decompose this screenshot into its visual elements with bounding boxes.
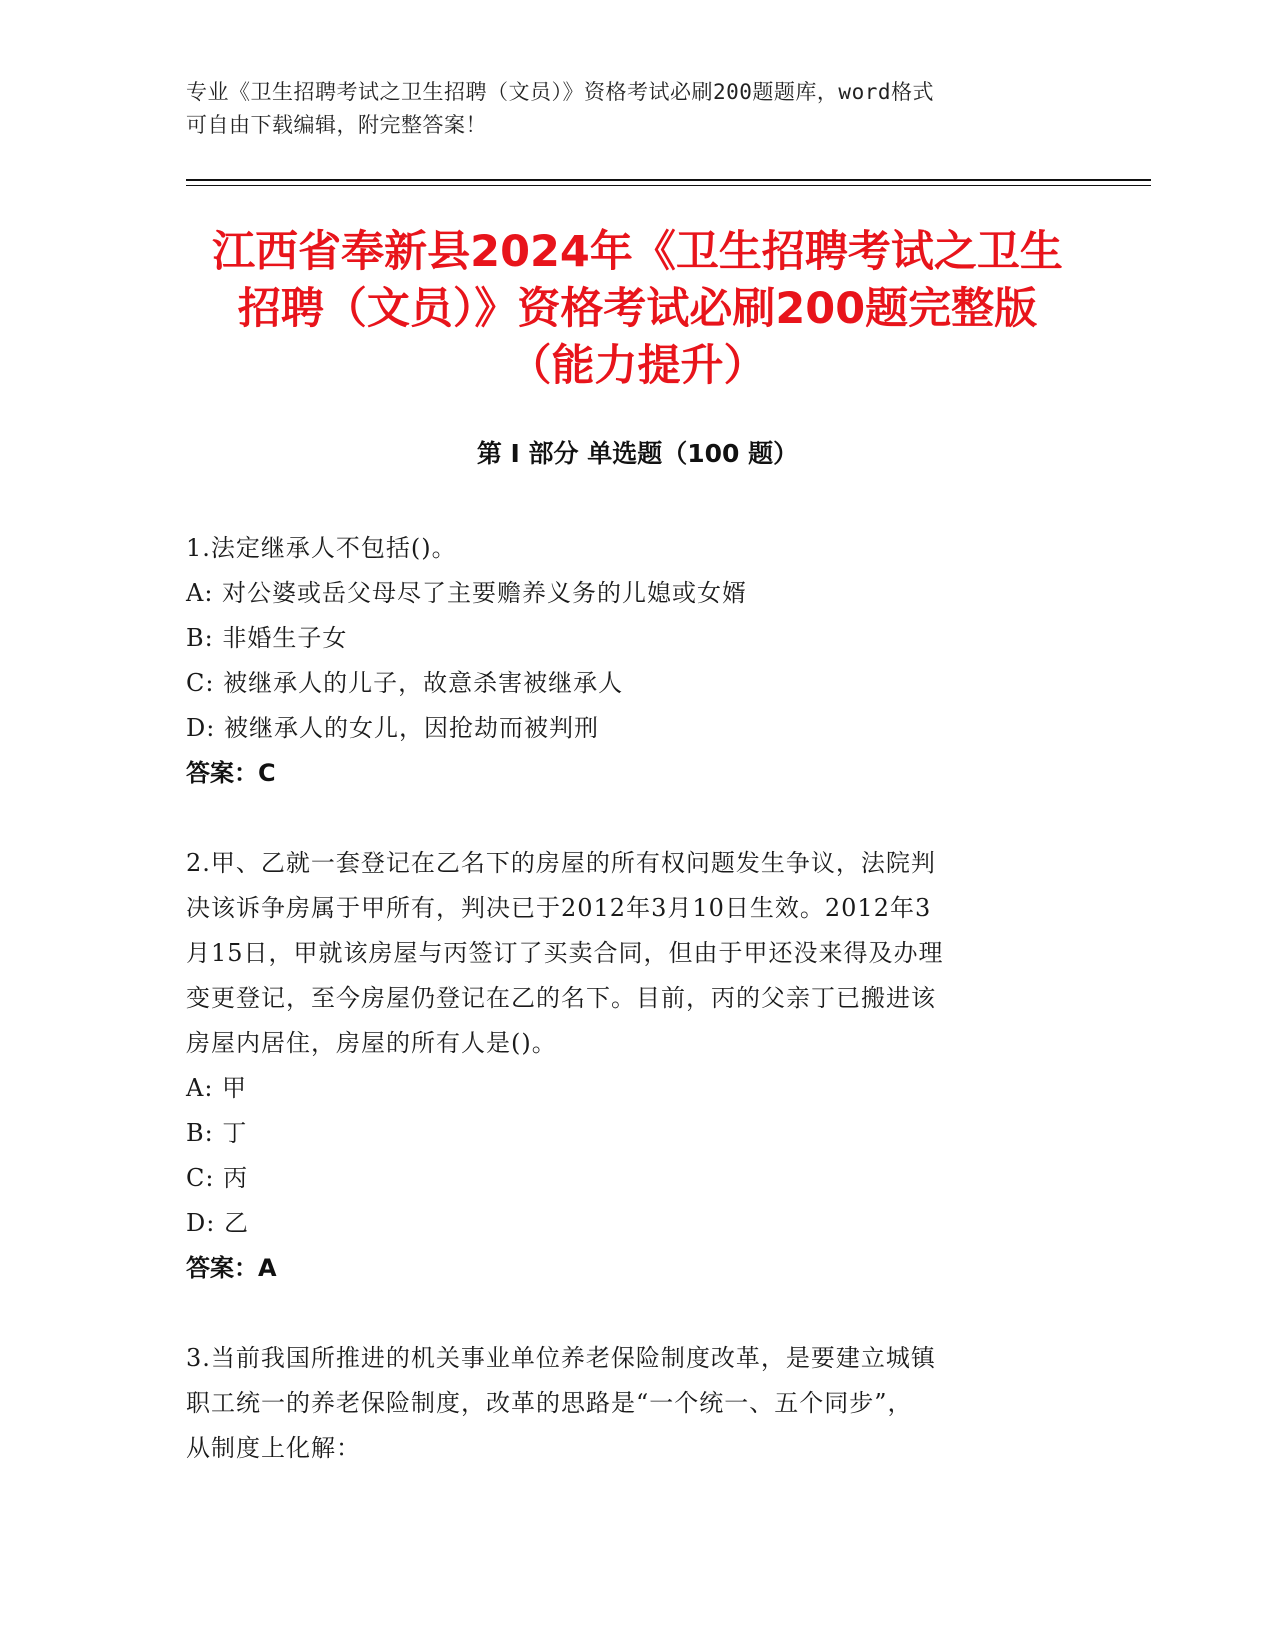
question-spacer <box>186 796 1086 841</box>
option-d: D: 被继承人的女儿，因抢劫而被判刑 <box>186 714 599 742</box>
question-stem: 职工统一的养老保险制度，改革的思路是“一个统一、五个同步”， <box>186 1389 913 1417</box>
option-d: D: 乙 <box>186 1209 249 1237</box>
option-a: A: 对公婆或岳父母尽了主要赡养义务的儿媳或女婿 <box>186 579 748 607</box>
question-spacer <box>186 1291 1086 1336</box>
question-stem: 从制度上化解： <box>186 1434 361 1462</box>
option-b: B: 非婚生子女 <box>186 624 348 652</box>
header-divider-thick <box>186 179 1151 181</box>
answer: 答案：C <box>186 759 276 787</box>
question-list <box>186 526 1086 1471</box>
header-note <box>186 76 1086 142</box>
question-2 <box>186 841 1086 1291</box>
document-title-line: 江西省奉新县2024年《卫生招聘考试之卫生 <box>212 227 1063 277</box>
question-stem: 决该诉争房属于甲所有，判决已于2012年3月10日生效。2012年3 <box>186 894 932 922</box>
question-stem: 3.当前我国所推进的机关事业单位养老保险制度改革，是要建立城镇 <box>186 1344 936 1372</box>
option-c: C: 丙 <box>186 1164 249 1192</box>
answer: 答案：A <box>186 1254 277 1282</box>
question-1 <box>186 526 1086 796</box>
option-b: B: 丁 <box>186 1119 248 1147</box>
document-title-line: （能力提升） <box>508 341 767 391</box>
header-note-line: 可自由下载编辑，附完整答案！ <box>186 113 487 137</box>
header-note-line: 专业《卫生招聘考试之卫生招聘（文员）》资格考试必刷200题题库，word格式 <box>186 80 934 104</box>
document-title-line: 招聘（文员）》资格考试必刷200题完整版 <box>237 284 1038 334</box>
question-stem: 2.甲、乙就一套登记在乙名下的房屋的所有权问题发生争议，法院判 <box>186 849 936 877</box>
question-stem: 房屋内居住，房屋的所有人是()。 <box>186 1029 557 1057</box>
question-3 <box>186 1336 1086 1471</box>
section-heading: 第 I 部分 单选题（100 题） <box>476 439 799 468</box>
document-title <box>160 224 1115 395</box>
question-stem: 变更登记，至今房屋仍登记在乙的名下。目前，丙的父亲丁已搬进该 <box>186 984 936 1012</box>
question-stem: 月15日，甲就该房屋与丙签订了买卖合同，但由于甲还没来得及办理 <box>186 939 944 967</box>
header-divider-thin <box>186 185 1151 186</box>
option-c: C: 被继承人的儿子，故意杀害被继承人 <box>186 669 624 697</box>
option-a: A: 甲 <box>186 1074 248 1102</box>
question-stem: 1.法定继承人不包括()。 <box>186 534 457 562</box>
